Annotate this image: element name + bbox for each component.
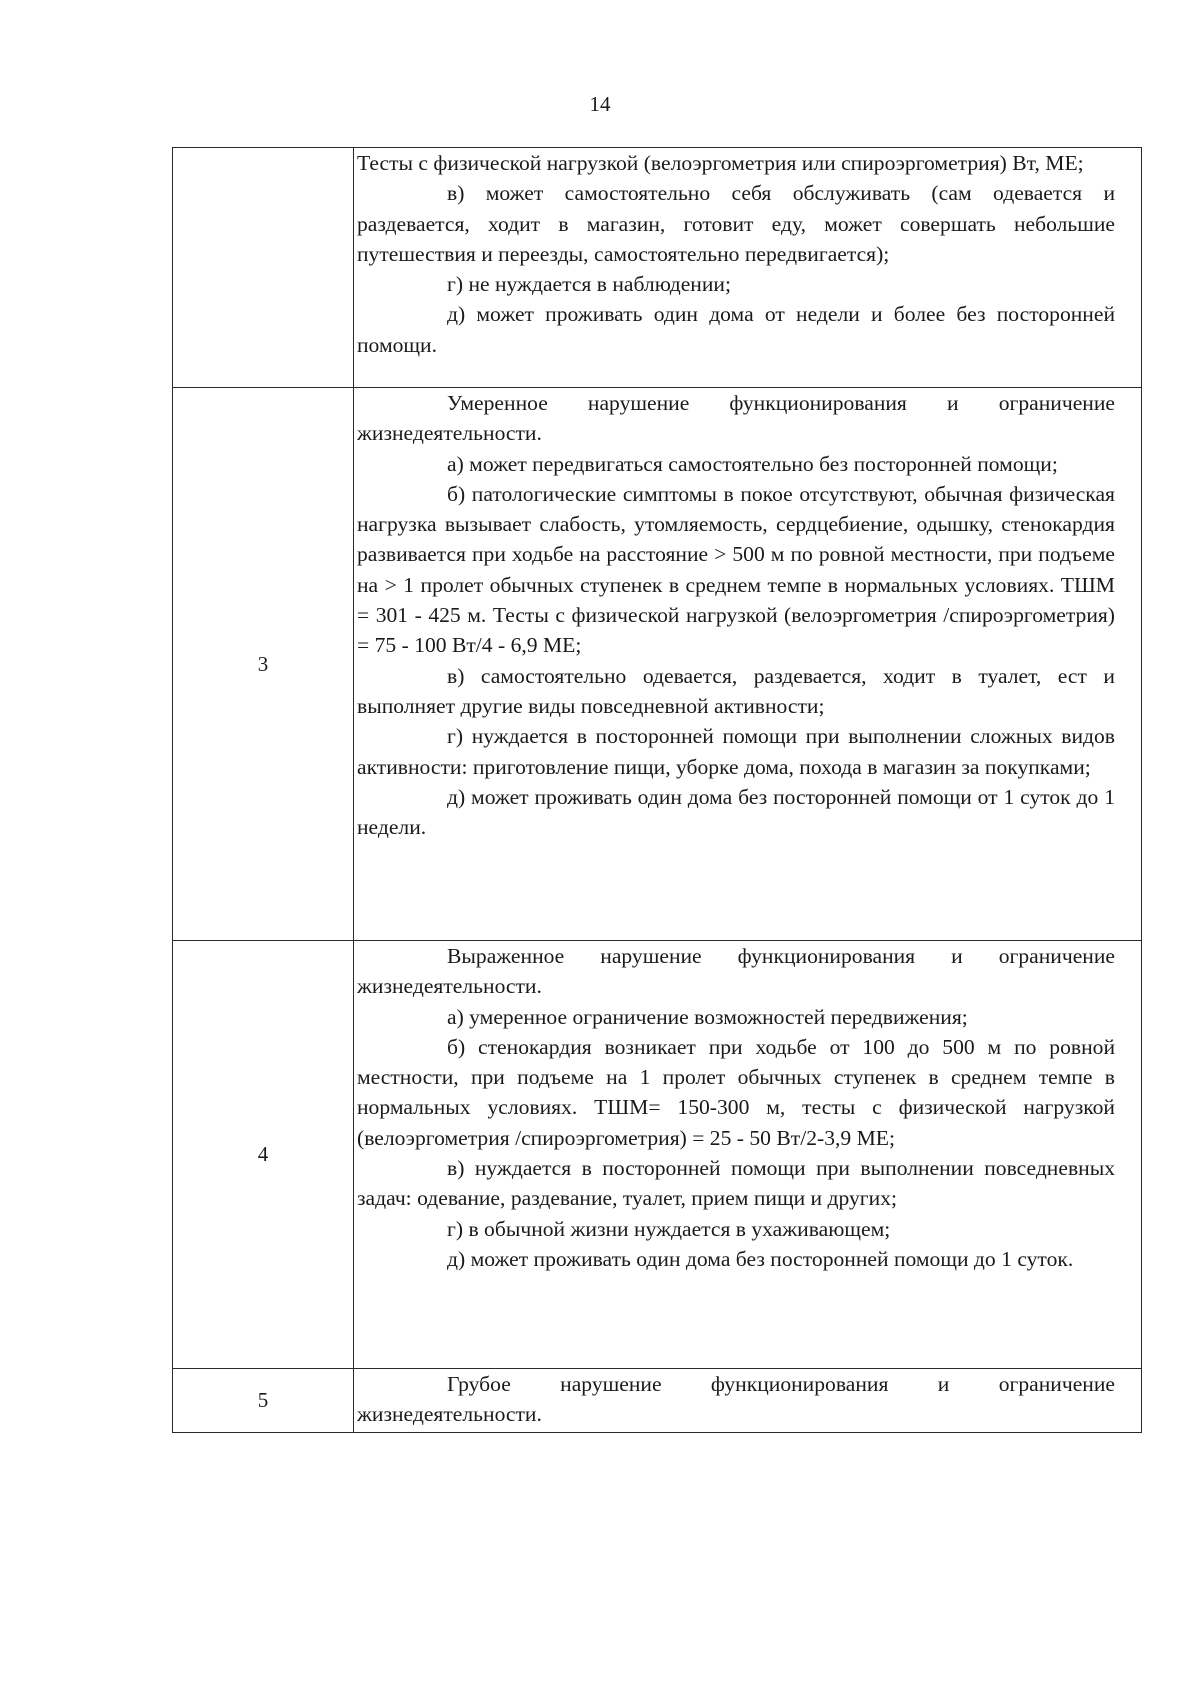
paragraph: в) нуждается в посторонней помощи при выполнении повседневных задач: одевание, раздевание, туалет, прием пищи и других; xyxy=(357,1156,1115,1211)
paragraph: а) умеренное ограничение возможностей передвижения; xyxy=(447,1004,968,1029)
paragraph: Умеренное нарушение функционирования и ограничение жизнедеятельности. xyxy=(357,391,1115,446)
assessment-table xyxy=(172,147,1142,1433)
paragraph: Тесты с физической нагрузкой (велоэргометрия или спироэргометрия) Вт, МЕ; xyxy=(357,151,1084,175)
row-number-cell xyxy=(173,148,354,388)
table-row xyxy=(173,148,1142,388)
paragraph: г) в обычной жизни нуждается в ухаживающем; xyxy=(447,1216,891,1241)
paragraph: Грубое нарушение функционирования и ограничение жизнедеятельности. xyxy=(357,1372,1115,1427)
paragraph: г) нуждается в посторонней помощи при выполнении сложных видов активности: приготовление пищи, уборке дома, похода в магазин за покупками; xyxy=(357,724,1115,779)
paragraph: д) может проживать один дома без посторонней помощи до 1 суток. xyxy=(447,1246,1074,1271)
paragraph: д) может проживать один дома от недели и более без посторонней помощи. xyxy=(357,302,1115,357)
page-number: 14 xyxy=(589,92,611,116)
row-description-cell xyxy=(354,388,1142,941)
row-description-cell xyxy=(354,148,1142,388)
paragraph: в) самостоятельно одевается, раздевается, ходит в туалет, ест и выполняет другие виды повседневной активности; xyxy=(357,663,1115,718)
row-number-cell: 5 xyxy=(173,1369,354,1433)
table-row xyxy=(173,388,1142,941)
paragraph: б) стенокардия возникает при ходьбе от 100 до 500 м по ровной местности, при подъеме на 1 пролет обычных ступенек в среднем темпе в нормальных условиях. ТШМ= 150-300 м, тесты с физической нагрузкой (велоэргометрия /спироэргометрия) = 25 - 50 Вт/2-3,9 МЕ; xyxy=(357,1034,1115,1150)
paragraph: а) может передвигаться самостоятельно без посторонней помощи; xyxy=(447,451,1058,476)
paragraph: г) не нуждается в наблюдении; xyxy=(447,272,731,297)
table-row xyxy=(173,941,1142,1369)
paragraph: б) патологические симптомы в покое отсутствуют, обычная физическая нагрузка вызывает слабость, утомляемость, сердцебиение, одышку, стенокардия развивается при ходьбе на расстояние > 500 м по ровной местности, при подъеме на > 1 пролет обычных ступенек в среднем темпе в нормальных условиях. ТШМ = 301 - 425 м. Тесты с физической нагрузкой (велоэргометрия /спироэргометрия) = 75 - 100 Вт/4 - 6,9 МЕ; xyxy=(357,481,1115,658)
paragraph: Выраженное нарушение функционирования и ограничение жизнедеятельности. xyxy=(357,944,1115,999)
row-number-cell: 3 xyxy=(173,388,354,941)
table-row xyxy=(173,1369,1142,1433)
row-description-cell xyxy=(354,1369,1142,1433)
paragraph: д) может проживать один дома без посторонней помощи от 1 суток до 1 недели. xyxy=(357,784,1115,840)
paragraph: в) может самостоятельно себя обслуживать (сам одевается и раздевается, ходит в магазин, готовит еду, может совершать небольшие путешествия и переезды, самостоятельно передвигается); xyxy=(357,181,1115,266)
row-description-cell xyxy=(354,941,1142,1369)
row-number-cell: 4 xyxy=(173,941,354,1369)
